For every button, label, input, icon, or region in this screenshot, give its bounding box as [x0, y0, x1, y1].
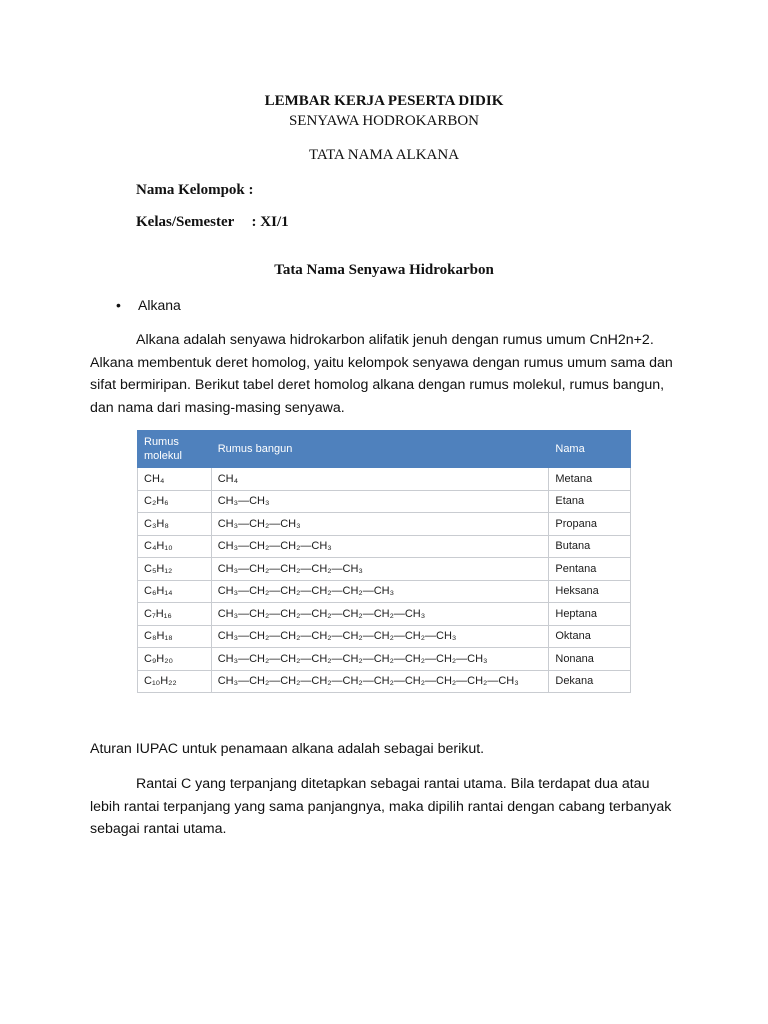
cell-molecular: CH₄	[138, 468, 212, 491]
cell-molecular: C₆H₁₄	[138, 580, 212, 603]
table-row	[138, 535, 631, 558]
cell-name: Heptana	[549, 603, 631, 626]
cell-molecular: C₅H₁₂	[138, 558, 212, 581]
cell-structural: CH₃—CH₂—CH₂—CH₂—CH₂—CH₂—CH₂—CH₃	[211, 625, 549, 648]
table-header-row	[138, 431, 631, 468]
cell-structural: CH₃—CH₃	[211, 490, 549, 513]
class-semester-row	[136, 214, 289, 231]
table-row	[138, 558, 631, 581]
table-row	[138, 603, 631, 626]
cell-name: Etana	[549, 490, 631, 513]
intro-paragraph: Alkana adalah senyawa hidrokarbon alifatik jenuh dengan rumus umum CnH2n+2. Alkana membentuk deret homolog, yaitu kelompok senyawa dengan rumus umum sama dan sifat bermiripan. Berikut tabel deret homolog alkana dengan rumus molekul, rumus bangun, dan nama dari masing-masing senyawa.	[90, 332, 673, 416]
cell-name: Metana	[549, 468, 631, 491]
cell-molecular: C₁₀H₂₂	[138, 670, 212, 693]
table-row	[138, 648, 631, 671]
cell-molecular: C₄H₁₀	[138, 535, 212, 558]
bullet-icon: •	[116, 297, 121, 313]
cell-molecular: C₃H₈	[138, 513, 212, 536]
cell-name: Pentana	[549, 558, 631, 581]
table-row	[138, 468, 631, 491]
class-semester-value: : XI/1	[251, 214, 289, 230]
cell-structural: CH₃—CH₂—CH₂—CH₂—CH₃	[211, 558, 549, 581]
topic-title: TATA NAMA ALKANA	[308, 147, 460, 163]
page-subtitle: SENYAWA HODROKARBON	[288, 113, 480, 129]
section-title: Tata Nama Senyawa Hidrokarbon	[274, 262, 494, 278]
table-row	[138, 580, 631, 603]
intro-paragraph-block	[90, 329, 680, 419]
cell-structural: CH₃—CH₂—CH₂—CH₂—CH₂—CH₂—CH₂—CH₂—CH₂—CH₃	[211, 670, 549, 693]
table-row	[138, 670, 631, 693]
cell-structural: CH₃—CH₂—CH₃	[211, 513, 549, 536]
table-row	[138, 625, 631, 648]
bullet-text: Alkana	[138, 297, 181, 313]
cell-structural: CH₃—CH₂—CH₂—CH₃	[211, 535, 549, 558]
cell-name: Butana	[549, 535, 631, 558]
cell-molecular: C₂H₆	[138, 490, 212, 513]
iupac-intro-block	[90, 738, 680, 761]
cell-name: Oktana	[549, 625, 631, 648]
cell-structural: CH₃—CH₂—CH₂—CH₂—CH₂—CH₂—CH₂—CH₂—CH₃	[211, 648, 549, 671]
cell-structural: CH₃—CH₂—CH₂—CH₂—CH₂—CH₃	[211, 580, 549, 603]
cell-name: Dekana	[549, 670, 631, 693]
rule-paragraph-block	[90, 773, 680, 841]
table-row	[138, 490, 631, 513]
page-title: LEMBAR KERJA PESERTA DIDIK	[264, 93, 504, 109]
header-structural: Rumus bangun	[211, 431, 549, 468]
cell-structural: CH₃—CH₂—CH₂—CH₂—CH₂—CH₂—CH₃	[211, 603, 549, 626]
cell-name: Nonana	[549, 648, 631, 671]
bullet-item	[116, 297, 181, 313]
header-molecular: Rumus molekul	[138, 431, 212, 468]
cell-molecular: C₈H₁₈	[138, 625, 212, 648]
table-row	[138, 513, 631, 536]
group-name-label: Nama Kelompok :	[136, 182, 254, 198]
cell-structural: CH₄	[211, 468, 549, 491]
rule-paragraph: Rantai C yang terpanjang ditetapkan sebagai rantai utama. Bila terdapat dua atau lebih rantai terpanjang yang sama panjangnya, maka dipilih rantai dengan cabang terbanyak sebagai rantai utama.	[90, 776, 672, 837]
cell-molecular: C₉H₂₀	[138, 648, 212, 671]
cell-molecular: C₇H₁₆	[138, 603, 212, 626]
class-semester-label: Kelas/Semester	[136, 214, 235, 230]
cell-name: Heksana	[549, 580, 631, 603]
iupac-intro: Aturan IUPAC untuk penamaan alkana adalah sebagai berikut.	[90, 741, 485, 757]
alkane-table	[137, 430, 631, 693]
header-name: Nama	[549, 431, 631, 468]
cell-name: Propana	[549, 513, 631, 536]
